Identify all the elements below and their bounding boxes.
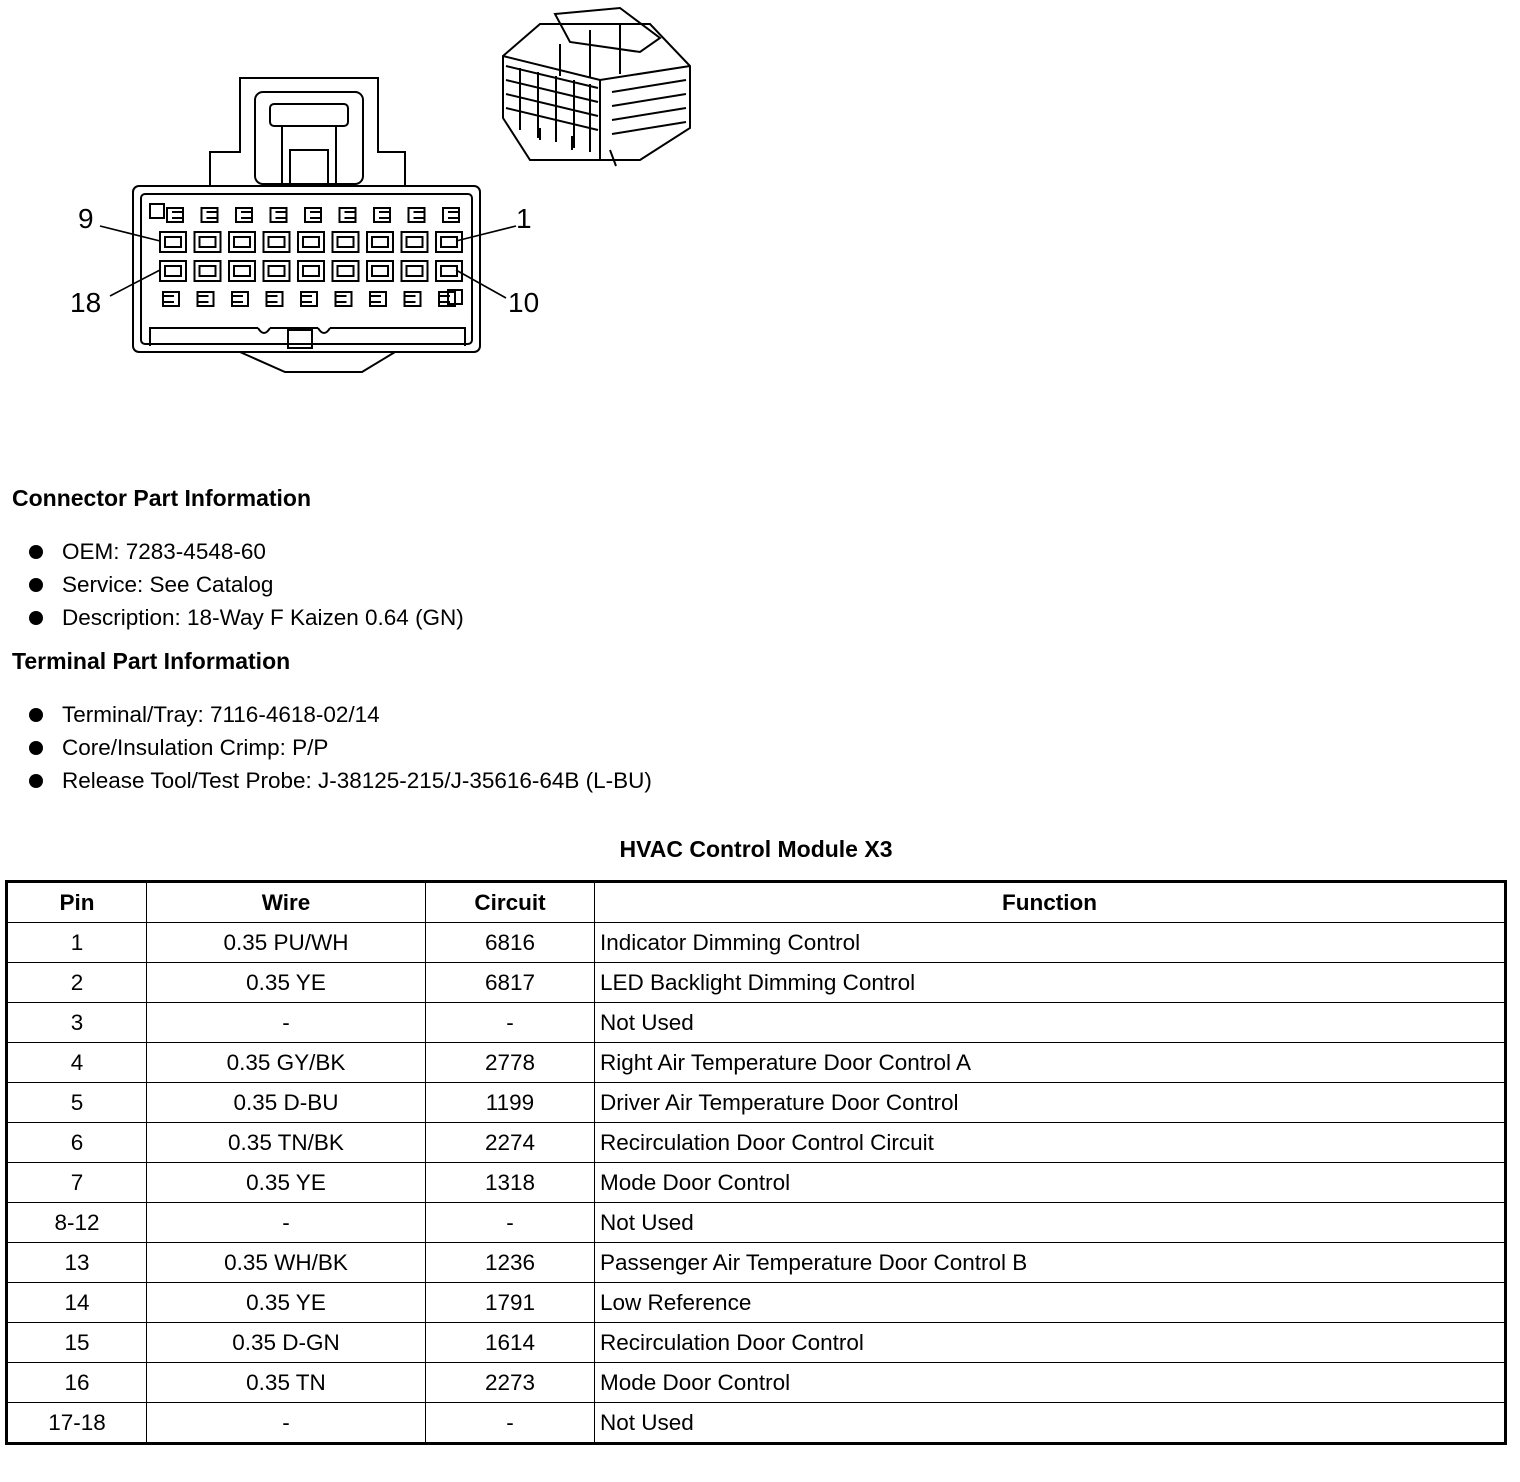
latch-slot [271, 208, 287, 222]
table-row [7, 1363, 1506, 1403]
cell-pin: 13 [7, 1243, 147, 1283]
cell-pin: 4 [7, 1043, 147, 1083]
pin-cavity [402, 261, 428, 281]
cell-wire: 0.35 PU/WH [147, 923, 426, 963]
cell-function: Mode Door Control [595, 1163, 1506, 1203]
pin-cavity [160, 232, 186, 252]
pin-cavity [436, 232, 462, 252]
cell-function: Mode Door Control [595, 1363, 1506, 1403]
cell-function: Right Air Temperature Door Control A [595, 1043, 1506, 1083]
pin-label-18: 18 [70, 287, 102, 318]
bullet-icon [29, 578, 43, 592]
cell-function: Recirculation Door Control [595, 1323, 1506, 1363]
column-header-circuit: Circuit [426, 882, 595, 923]
list-item [28, 764, 652, 797]
cell-circuit: 1318 [426, 1163, 595, 1203]
table-row [7, 1123, 1506, 1163]
latch-slot [167, 208, 183, 222]
cell-function: Not Used [595, 1203, 1506, 1243]
cell-circuit: 6817 [426, 963, 595, 1003]
bullet-icon [29, 741, 43, 755]
list-item-text: Core/Insulation Crimp: P/P [62, 735, 329, 760]
pin-cavity [264, 232, 290, 252]
table-row [7, 923, 1506, 963]
latch-slot [232, 292, 248, 306]
table-row [7, 1403, 1506, 1444]
cell-wire: 0.35 D-GN [147, 1323, 426, 1363]
cell-function: Not Used [595, 1403, 1506, 1444]
column-header-pin: Pin [7, 882, 147, 923]
cell-wire: 0.35 GY/BK [147, 1043, 426, 1083]
leader-line-pin-18 [110, 270, 160, 296]
pin-cavity [298, 261, 324, 281]
cell-circuit: 2778 [426, 1043, 595, 1083]
pin-cavity [367, 232, 393, 252]
pin-cavity [333, 232, 359, 252]
pin-label-1: 1 [516, 203, 532, 234]
latch-slot [202, 208, 218, 222]
cell-pin: 7 [7, 1163, 147, 1203]
connector-info-heading: Connector Part Information [12, 485, 312, 511]
list-item [28, 698, 652, 731]
table-row [7, 1203, 1506, 1243]
cell-pin: 15 [7, 1323, 147, 1363]
latch-slot [370, 292, 386, 306]
cell-function: Not Used [595, 1003, 1506, 1043]
pin-cavity [195, 261, 221, 281]
cell-function: Low Reference [595, 1283, 1506, 1323]
cell-function: Passenger Air Temperature Door Control B [595, 1243, 1506, 1283]
latch-slot [163, 292, 179, 306]
table-row [7, 1243, 1506, 1283]
cell-pin: 1 [7, 923, 147, 963]
cell-pin: 17-18 [7, 1403, 147, 1444]
list-item [28, 535, 464, 568]
cell-pin: 8-12 [7, 1203, 147, 1243]
table-row [7, 1083, 1506, 1123]
latch-slot [443, 208, 459, 222]
cell-circuit: 2274 [426, 1123, 595, 1163]
pin-label-10: 10 [508, 287, 540, 318]
connector-latch [210, 78, 405, 186]
connector-3d-view [503, 8, 690, 166]
cell-pin: 14 [7, 1283, 147, 1323]
table-row [7, 1043, 1506, 1083]
pin-cavity [229, 232, 255, 252]
list-item-text: Description: 18-Way F Kaizen 0.64 (GN) [62, 605, 464, 630]
cell-function: Recirculation Door Control Circuit [595, 1123, 1506, 1163]
cell-circuit: 1614 [426, 1323, 595, 1363]
table-row [7, 963, 1506, 1003]
cell-pin: 6 [7, 1123, 147, 1163]
latch-slot [267, 292, 283, 306]
table-title: HVAC Control Module X3 [619, 836, 893, 862]
list-item-text: Service: See Catalog [62, 572, 274, 597]
cell-function: Indicator Dimming Control [595, 923, 1506, 963]
list-item-text: Terminal/Tray: 7116-4618-02/14 [62, 702, 380, 727]
latch-slot [236, 208, 252, 222]
bullet-icon [29, 611, 43, 625]
cell-circuit: 6816 [426, 923, 595, 963]
cell-wire: - [147, 1403, 426, 1444]
cell-circuit: - [426, 1403, 595, 1444]
list-item [28, 731, 652, 764]
cell-circuit: 2273 [426, 1363, 595, 1403]
table-row [7, 1283, 1506, 1323]
cell-pin: 2 [7, 963, 147, 1003]
list-item-text: Release Tool/Test Probe: J-38125-215/J-35616-64B (L-BU) [62, 768, 652, 793]
latch-slot [336, 292, 352, 306]
cell-wire: 0.35 D-BU [147, 1083, 426, 1123]
cell-circuit: 1791 [426, 1283, 595, 1323]
pin-cavity [298, 232, 324, 252]
cell-wire: 0.35 YE [147, 1283, 426, 1323]
connector-info-list [28, 535, 464, 634]
latch-slot [305, 208, 321, 222]
pin-cavity [160, 261, 186, 281]
leader-line-pin-1 [456, 226, 516, 241]
cell-circuit: - [426, 1003, 595, 1043]
list-item [28, 568, 464, 601]
bullet-icon [29, 708, 43, 722]
bullet-icon [29, 545, 43, 559]
table-row [7, 1163, 1506, 1203]
cell-pin: 5 [7, 1083, 147, 1123]
cell-circuit: 1236 [426, 1243, 595, 1283]
connector-face-diagram [0, 0, 720, 400]
latch-slot [301, 292, 317, 306]
table-header-row [7, 882, 1506, 923]
leader-line-pin-9 [100, 226, 160, 241]
pin-label-9: 9 [78, 203, 94, 234]
cell-wire: - [147, 1203, 426, 1243]
pinout-table [5, 880, 1507, 1445]
cell-wire: 0.35 YE [147, 1163, 426, 1203]
table-row [7, 1323, 1506, 1363]
terminal-info-heading: Terminal Part Information [12, 648, 291, 674]
cell-pin: 3 [7, 1003, 147, 1043]
cell-wire: - [147, 1003, 426, 1043]
table-row [7, 1003, 1506, 1043]
bullet-icon [29, 774, 43, 788]
latch-slot [340, 208, 356, 222]
pin-cavity [367, 261, 393, 281]
cell-wire: 0.35 TN/BK [147, 1123, 426, 1163]
pin-cavity [264, 261, 290, 281]
terminal-info-list [28, 698, 652, 797]
column-header-wire: Wire [147, 882, 426, 923]
cell-wire: 0.35 WH/BK [147, 1243, 426, 1283]
cell-wire: 0.35 TN [147, 1363, 426, 1403]
cell-circuit: - [426, 1203, 595, 1243]
cell-function: Driver Air Temperature Door Control [595, 1083, 1506, 1123]
cell-wire: 0.35 YE [147, 963, 426, 1003]
latch-slot [374, 208, 390, 222]
latch-slot [198, 292, 214, 306]
pin-cavity [402, 232, 428, 252]
cell-circuit: 1199 [426, 1083, 595, 1123]
cell-pin: 16 [7, 1363, 147, 1403]
pin-cavity [229, 261, 255, 281]
cell-function: LED Backlight Dimming Control [595, 963, 1506, 1003]
latch-slot [405, 292, 421, 306]
list-item [28, 601, 464, 634]
column-header-function: Function [595, 882, 1506, 923]
latch-slot [409, 208, 425, 222]
pin-cavity [195, 232, 221, 252]
connector-key [240, 352, 395, 372]
list-item-text: OEM: 7283-4548-60 [62, 539, 266, 564]
pin-cavity-grid [150, 204, 462, 306]
pin-cavity [333, 261, 359, 281]
